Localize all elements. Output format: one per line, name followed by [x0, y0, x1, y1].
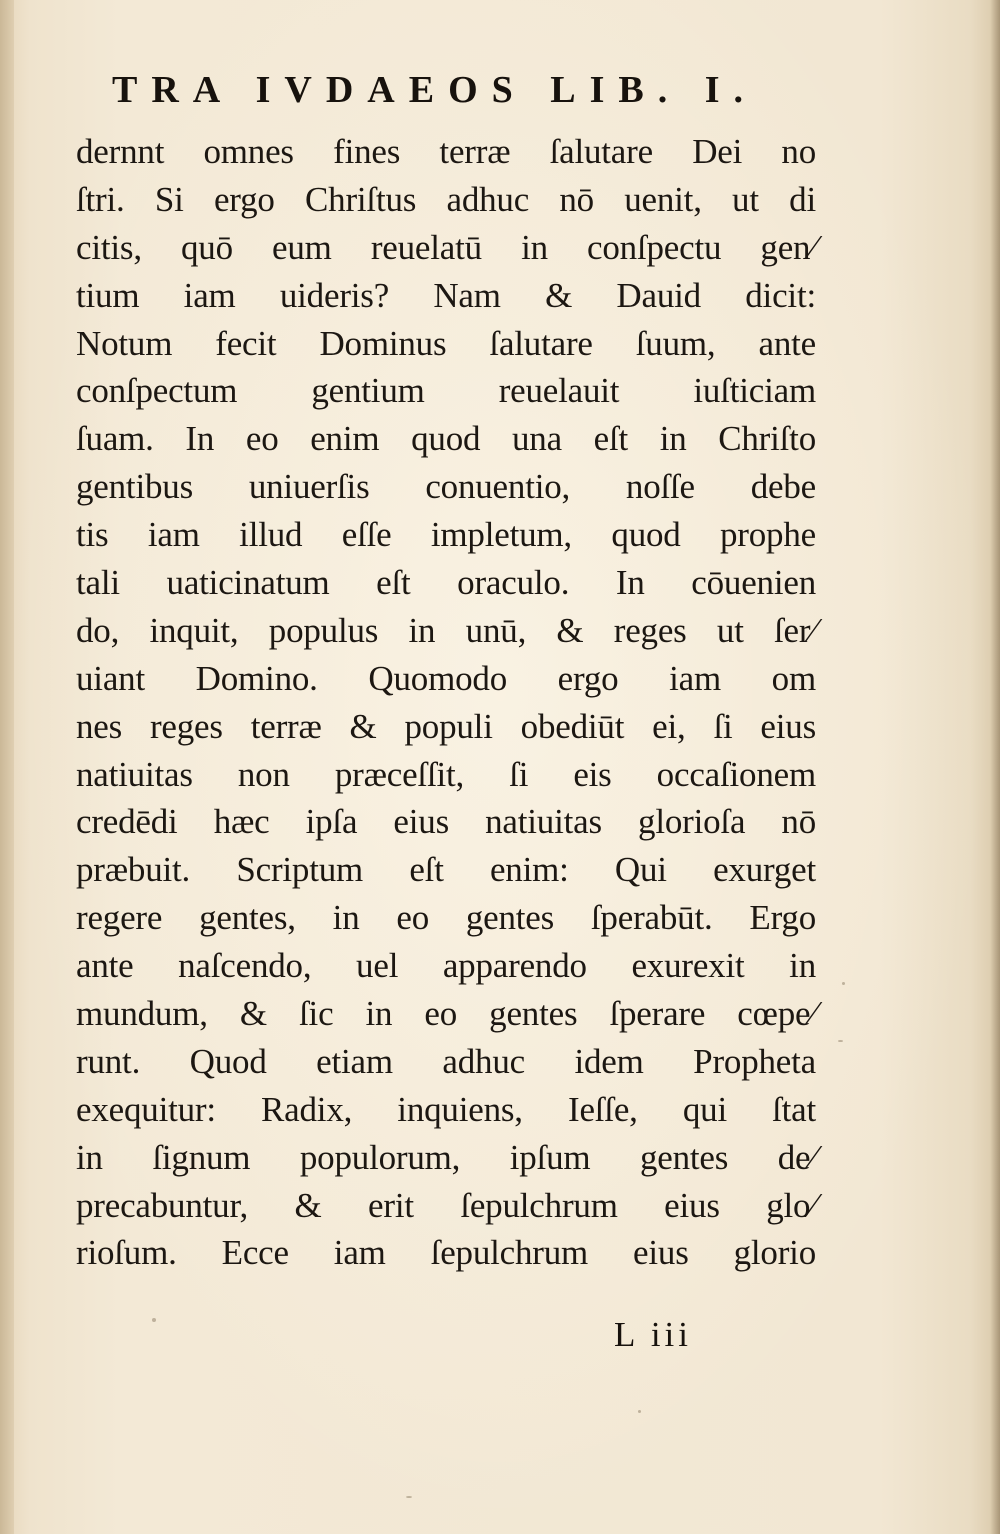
text-line: credēdi hæc ipſa eius natiuitas glorioſa nō: [76, 802, 816, 842]
page-edge-shadow: [990, 0, 1000, 1534]
text-line: precabuntur, & erit ſepulchrum eius glo⁄: [76, 1185, 816, 1225]
text-line: ſuam. In eo enim quod una eſt in Chriſto: [76, 419, 816, 459]
text-line: citis, quō eum reuelatū in conſpectu gen⁄: [76, 227, 816, 267]
text-line: ante naſcendo, uel apparendo exurexit in: [76, 946, 816, 986]
page-gutter-shadow: [0, 0, 14, 1534]
text-line: dernnt omnes fines terræ ſalutare Dei no: [76, 132, 816, 171]
text-line: runt. Quod etiam adhuc idem Propheta: [76, 1041, 816, 1081]
paper-speck: [838, 1040, 843, 1042]
text-line: do, inquit, populus in unū, & reges ut ſer⁄: [76, 610, 816, 650]
text-line: tali uaticinatum eſt oraculo. In cōuenien: [76, 563, 816, 603]
text-line: in ſignum populorum, ipſum gentes de⁄: [76, 1137, 816, 1177]
text-line: tis iam illud eſſe impletum, quod prophe: [76, 515, 816, 555]
text-line: uiant Domino. Quomodo ergo iam om: [76, 658, 816, 698]
text-line: mundum, & ſic in eo gentes ſperare cœpe⁄: [76, 994, 816, 1034]
body-text: [76, 128, 816, 1277]
text-line: rioſum. Ecce iam ſepulchrum eius glorio: [76, 1233, 816, 1273]
text-line: exequitur: Radix, inquiens, Ieſſe, qui ſtat: [76, 1089, 816, 1129]
paper-speck: [406, 1496, 412, 1498]
text-line: conſpectum gentium reuelauit iuſticiam: [76, 371, 816, 411]
paper-speck: [152, 1318, 156, 1322]
text-line: regere gentes, in eo gentes ſperabūt. Ergo: [76, 898, 816, 938]
text-line: præbuit. Scriptum eſt enim: Qui exurget: [76, 850, 816, 890]
text-line: ſtri. Si ergo Chriſtus adhuc nō uenit, ut di: [76, 179, 816, 219]
text-line: gentibus uniuerſis conuentio, noſſe debe: [76, 467, 816, 507]
text-line: tium iam uideris? Nam & Dauid dicit:: [76, 275, 816, 315]
text-line: nes reges terræ & populi obediūt ei, ſi eius: [76, 706, 816, 746]
text-line: Notum fecit Dominus ſalutare ſuum, ante: [76, 323, 816, 363]
signature-mark: L iii: [614, 1315, 693, 1354]
paper-speck: [638, 1410, 641, 1413]
running-head: TRA IVDAEOS LIB. I.: [112, 69, 758, 111]
paper-speck: [842, 982, 845, 985]
text-line: natiuitas non præceſſit, ſi eis occaſionem: [76, 754, 816, 794]
